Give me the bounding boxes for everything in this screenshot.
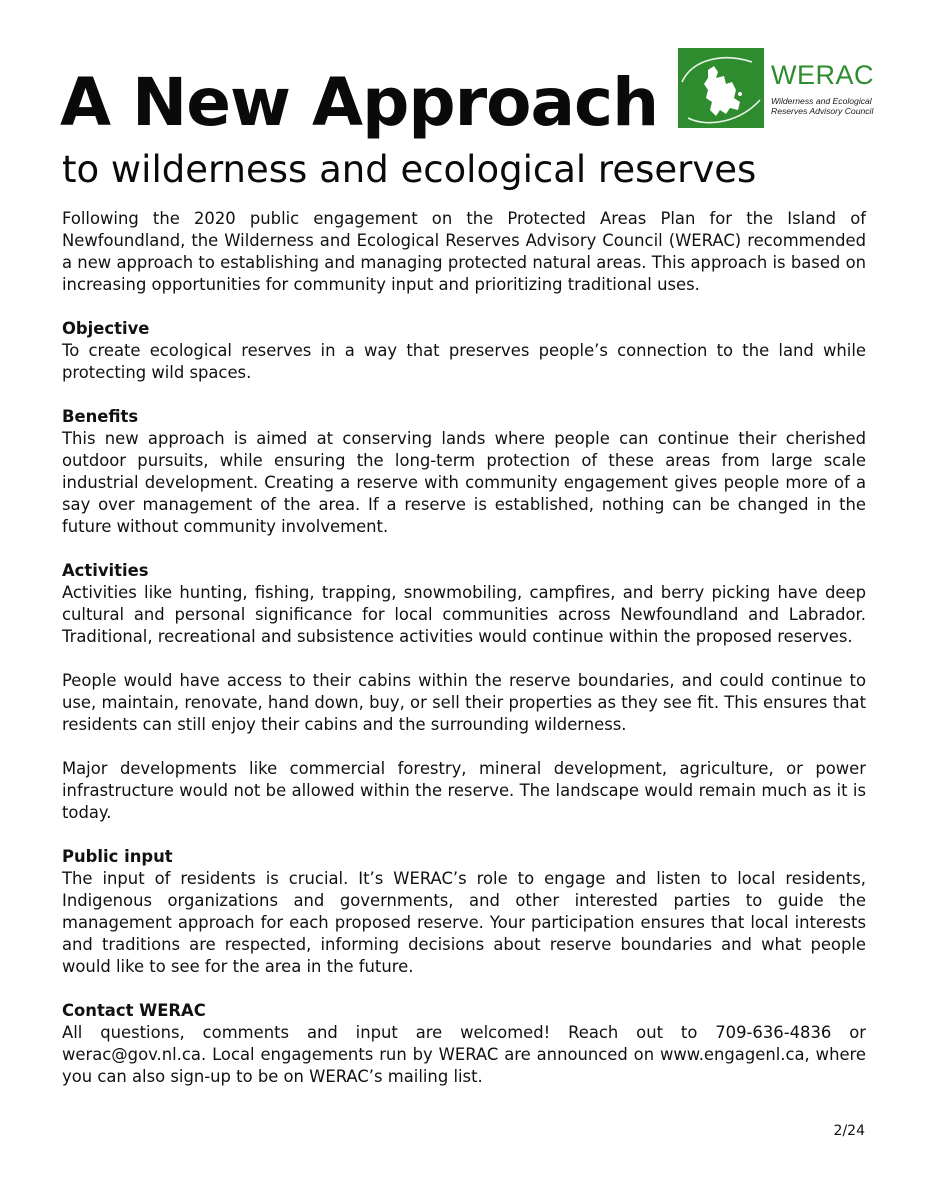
activities-paragraph: People would have access to their cabins within the reserve boundaries, and could continue to use, maintain, renovate, hand down, buy, or sell their properties as they see fit. This ensures that residents can still enjoy their cabins and the surrounding wilderness.	[62, 671, 866, 734]
intro-paragraph: Following the 2020 public engagement on the Protected Areas Plan for the Island of Newfoundland, the Wilderness and Ecological Reserves Advisory Council (WERAC) recommended a new approach to establishing and managing protected natural areas. This approach is based on increasing opportunities for community input and prioritizing traditional uses.	[62, 209, 866, 294]
objective-heading: Objective	[62, 319, 150, 338]
activities-paragraph: Activities like hunting, fishing, trapping, snowmobiling, campfires, and berry picking have deep cultural and personal significance for local communities across Newfoundland and Labrador. Traditional, recreational and subsistence activities would continue within the proposed reserves.	[62, 583, 866, 646]
newfoundland-map-icon	[678, 48, 764, 128]
contact-heading: Contact WERAC	[62, 1001, 206, 1020]
page-subtitle: to wilderness and ecological reserves	[62, 148, 757, 191]
activities-paragraph: Major developments like commercial forestry, mineral development, agriculture, or power infrastructure would not be allowed within the reserve. The landscape would remain much as it is today.	[62, 759, 866, 822]
logo-acronym: WERAC	[771, 60, 874, 90]
page-title: A New Approach	[60, 64, 659, 141]
logo-full-name: Wilderness and Ecological Reserves Advisory Council	[771, 96, 874, 117]
werac-logo	[678, 48, 878, 128]
benefits-heading: Benefits	[62, 407, 139, 426]
page-number: 2/24	[833, 1123, 865, 1139]
objective-paragraph: To create ecological reserves in a way that preserves people’s connection to the land while protecting wild spaces.	[62, 341, 866, 382]
public-input-paragraph: The input of residents is crucial. It’s WERAC’s role to engage and listen to local residents, Indigenous organizations and governments, and other interested parties to guide the management approach for each proposed reserve. Your participation ensures that local interests and traditions are respected, informing decisions about reserve boundaries and what people would like to see for the area in the future.	[62, 869, 866, 976]
public-input-heading: Public input	[62, 847, 173, 866]
benefits-paragraph: This new approach is aimed at conserving lands where people can continue their cherished outdoor pursuits, while ensuring the long-term protection of these areas from large scale industrial development. Creating a reserve with community engagement gives people more of a say over management of the area. If a reserve is established, nothing can be changed in the future without community involvement.	[62, 429, 866, 536]
contact-paragraph: All questions, comments and input are welcomed! Reach out to 709-636-4836 or werac@gov.nl.ca. Local engagements run by WERAC are announced on www.engagenl.ca, where you can also sign-up to be on WERAC’s mailing list.	[62, 1023, 866, 1086]
activities-heading: Activities	[62, 561, 149, 580]
article-body	[62, 208, 866, 1088]
